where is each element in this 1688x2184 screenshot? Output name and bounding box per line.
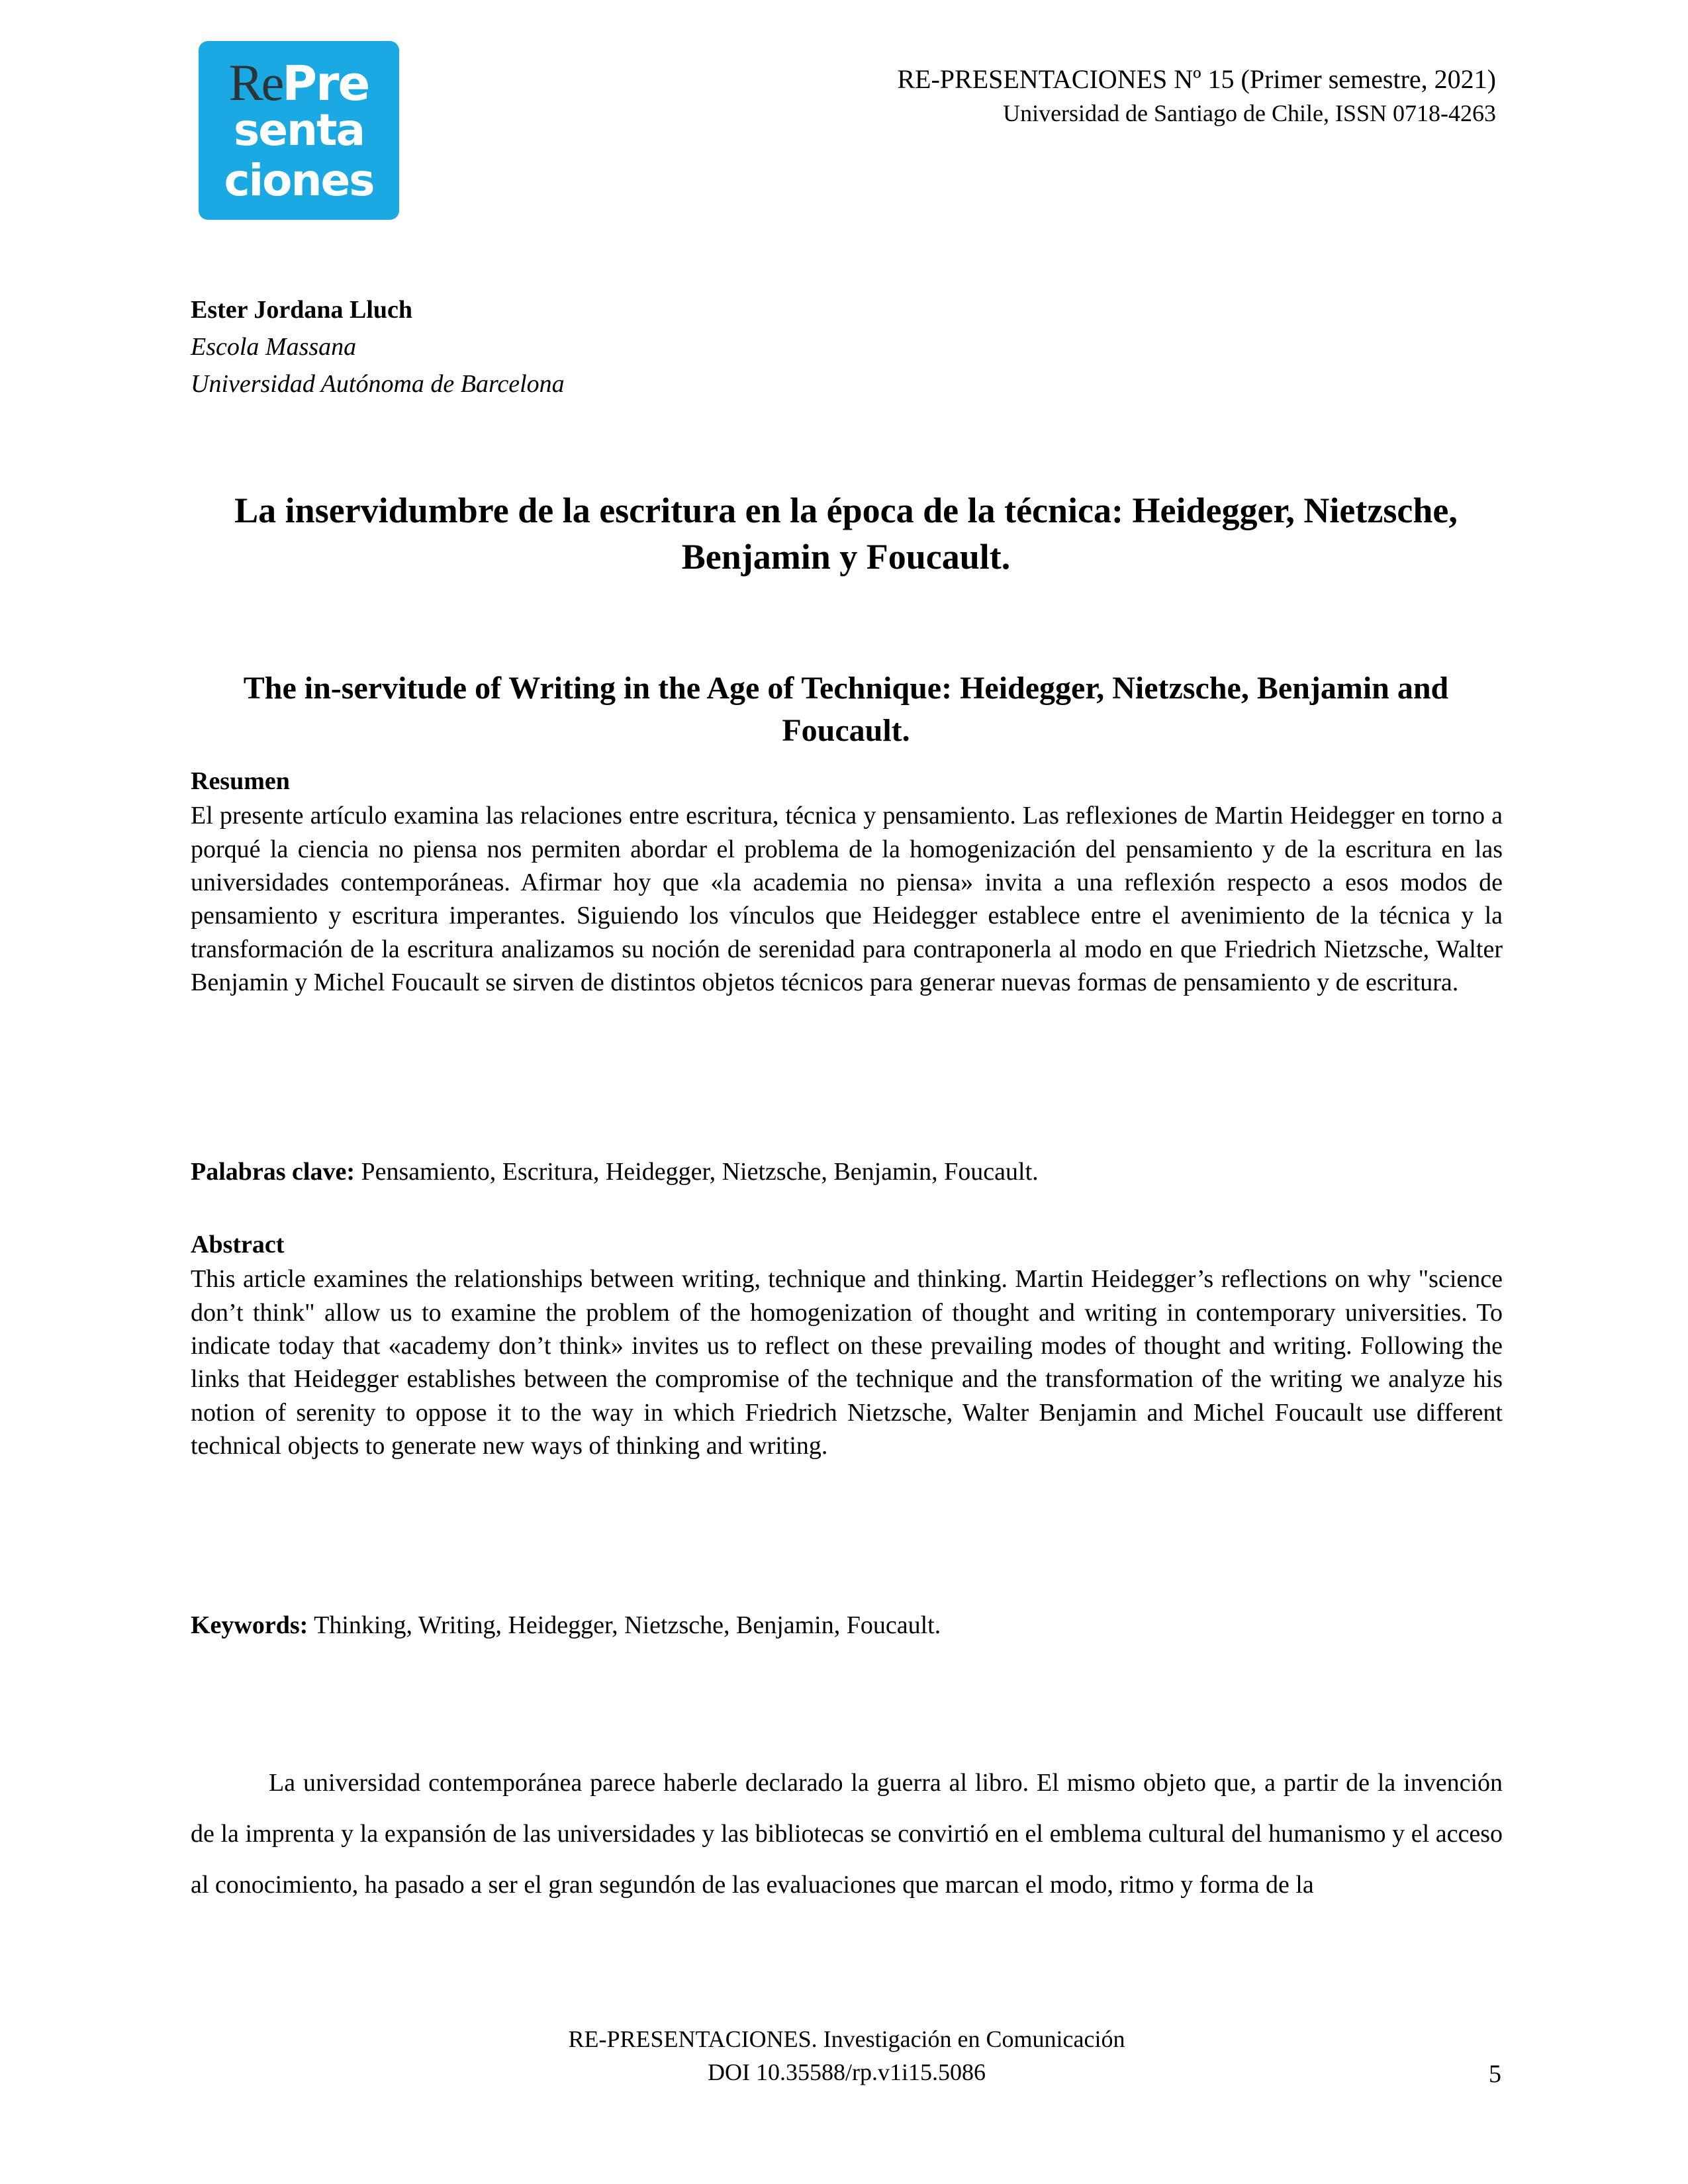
author-block	[191, 291, 565, 403]
logo-line-one	[199, 54, 399, 111]
journal-issue-line: RE-PRESENTACIONES Nº 15 (Primer semestre, 2021)	[897, 64, 1496, 94]
footer-journal-info	[191, 2022, 1503, 2089]
author-name: Ester Jordana Lluch	[191, 296, 413, 324]
palabras-clave-label: Palabras clave:	[191, 1158, 355, 1186]
body-paragraph-one: La universidad contemporánea parece haberle declarado la guerra al libro. El mismo objeto que, a partir de la invención de la imprenta y la expansión de las universidades y las bibliotecas se convirtió en el emblema cultural del humanismo y el acceso al conocimiento, ha pasado a ser el gran segundón de las evaluaciones que marcan el modo, ritmo y forma de la	[191, 1769, 1503, 1899]
page-title-spanish: La inservidumbre de la escritura en la época de la técnica: Heidegger, Nietzsche, Benjamin y Foucault.	[234, 491, 1458, 577]
page-title-english: The in-servitude of Writing in the Age of Technique: Heidegger, Nietzsche, Benjamin and Foucault.	[243, 670, 1449, 749]
author-affiliation-primary: Escola Massana	[191, 333, 357, 361]
keywords-line	[191, 1609, 1503, 1642]
page-number: 5	[1489, 2060, 1501, 2088]
resumen-section	[191, 765, 1503, 999]
keywords-section	[191, 1609, 1503, 1642]
palabras-clave-value: Pensamiento, Escritura, Heidegger, Nietzsche, Benjamin, Foucault.	[355, 1158, 1039, 1186]
palabras-clave-section	[191, 1155, 1503, 1188]
keywords-value: Thinking, Writing, Heidegger, Nietzsche, Benjamin, Foucault.	[308, 1611, 941, 1639]
resumen-heading: Resumen	[191, 767, 290, 795]
keywords-label: Keywords:	[191, 1611, 308, 1639]
logo-line-two: senta	[233, 105, 365, 156]
palabras-clave-line	[191, 1155, 1503, 1188]
abstract-body: This article examines the relationships between writing, technique and thinking. Martin Heidegger’s reflections on why "science don’t think" allow us to examine the problem of the homogenization of thought and writing in contemporary universities. To indicate today that «academy don’t think» invites us to reflect on these prevailing modes of thought and writing. Following the links that Heidegger establishes between the compromise of the technique and the transformation of the writing we analyze his notion of serenity to oppose it to the way in which Friedrich Nietzsche, Walter Benjamin and Michel Foucault use different technical objects to generate new ways of thinking and writing.	[191, 1265, 1503, 1460]
journal-publisher-line: Universidad de Santiago de Chile, ISSN 0718-4263	[1003, 100, 1496, 127]
page-masthead	[0, 41, 1688, 226]
journal-issue-info	[897, 61, 1496, 130]
logo-pre-text: Pre	[282, 56, 369, 111]
author-affiliation-secondary: Universidad Autónoma de Barcelona	[191, 370, 565, 399]
page-footer	[0, 2022, 1688, 2128]
footer-line-one: RE-PRESENTACIONES. Investigación en Comunicación	[568, 2026, 1125, 2052]
logo-re-text: Re	[228, 54, 283, 111]
footer-line-two: DOI 10.35588/rp.v1i15.5086	[708, 2059, 986, 2086]
abstract-heading: Abstract	[191, 1231, 285, 1258]
journal-logo	[199, 41, 399, 220]
abstract-section	[191, 1228, 1503, 1462]
resumen-body: El presente artículo examina las relaciones entre escritura, técnica y pensamiento. Las reflexiones de Martin Heidegger en torno a porqué la ciencia no piensa nos permiten abordar el problema de la homogenización del pensamiento y de la escritura en las universidades contemporáneas. Afirmar hoy que «la academia no piensa» invita a una reflexión respecto a esos modos de pensamiento y escritura imperantes. Siguiendo los vínculos que Heidegger establece entre el avenimiento de la técnica y la transformación de la escritura analizamos su noción de serenidad para contraponerla al modo en que Friedrich Nietzsche, Walter Benjamin y Michel Foucault se sirven de distintos objetos técnicos para generar nuevas formas de pensamiento y de escritura.	[191, 802, 1503, 996]
logo-line-three: ciones	[224, 155, 374, 206]
